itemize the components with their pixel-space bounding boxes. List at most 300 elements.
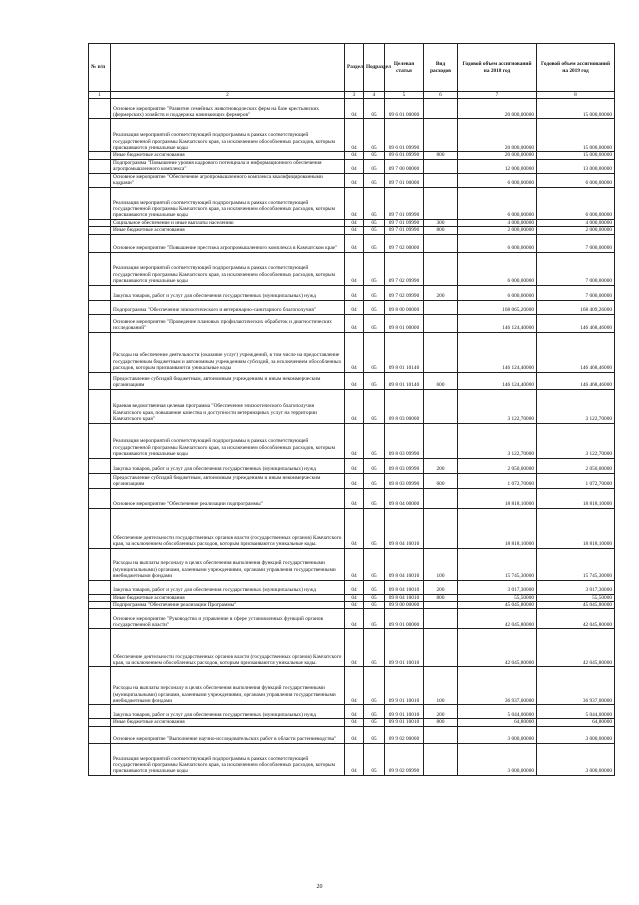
row-name-cell: Закупка товаров, работ и услуг для обеспечения государственных (муниципальных) нужд bbox=[111, 705, 345, 719]
table-row bbox=[89, 594, 615, 601]
row-podrazdel-cell: 05 bbox=[364, 252, 385, 285]
row-2019-cell: 3 017,30000 bbox=[537, 580, 615, 594]
table-row bbox=[89, 423, 615, 458]
row-vid-cell: 200 bbox=[424, 705, 458, 719]
row-vid-cell bbox=[424, 173, 458, 187]
row-razdel-cell: 04 bbox=[345, 705, 364, 719]
row-2019-cell: 146 468,46000 bbox=[537, 332, 615, 372]
row-vid-cell bbox=[424, 629, 458, 667]
row-2019-cell: 15 000,00000 bbox=[537, 119, 615, 152]
row-2019-cell: 146 468,46000 bbox=[537, 314, 615, 332]
row-podrazdel-cell: 05 bbox=[364, 488, 385, 508]
row-2019-cell: 18 818,10000 bbox=[537, 508, 615, 548]
page-number: 20 bbox=[316, 884, 323, 890]
row-vid-cell bbox=[424, 187, 458, 219]
row-2019-cell: 2 050,00000 bbox=[537, 458, 615, 473]
row-2018-cell: 6 000,00000 bbox=[458, 187, 537, 219]
row-target-cell: 09 8 04 10010 bbox=[385, 548, 424, 580]
row-name-cell: Закупка товаров, работ и услуг для обеспечения государственных (муниципальных) нужд bbox=[111, 580, 345, 594]
row-vid-cell bbox=[424, 743, 458, 775]
row-2018-cell: 12 000,00000 bbox=[458, 159, 537, 173]
row-razdel-cell: 04 bbox=[345, 187, 364, 219]
row-razdel-cell: 04 bbox=[345, 458, 364, 473]
row-2019-cell: 6 000,00000 bbox=[537, 173, 615, 187]
row-target-cell: 09 8 04 10010 bbox=[385, 594, 424, 601]
row-vid-cell: 600 bbox=[424, 372, 458, 389]
row-num-cell bbox=[89, 332, 111, 372]
table-row bbox=[89, 609, 615, 629]
col-number: 5 bbox=[385, 92, 424, 99]
row-2018-cell: 4 000,00000 bbox=[458, 219, 537, 226]
row-target-cell: 09 9 01 10010 bbox=[385, 719, 424, 726]
table-row bbox=[89, 372, 615, 389]
row-podrazdel-cell: 05 bbox=[364, 300, 385, 314]
row-num-cell bbox=[89, 187, 111, 219]
row-podrazdel-cell: 05 bbox=[364, 743, 385, 775]
table-row bbox=[89, 99, 615, 119]
row-target-cell: 09 7 00 00000 bbox=[385, 159, 424, 173]
table-body bbox=[89, 99, 615, 775]
row-razdel-cell: 04 bbox=[345, 719, 364, 726]
row-podrazdel-cell: 05 bbox=[364, 705, 385, 719]
row-2018-cell: 20 000,00000 bbox=[458, 119, 537, 152]
row-2018-cell: 2 000,00000 bbox=[458, 227, 537, 234]
col-number: 8 bbox=[537, 92, 615, 99]
row-name-cell: Основное мероприятие "Проведение плановых профилактических обработок и диагностических исследований" bbox=[111, 314, 345, 332]
row-vid-cell: 300 bbox=[424, 219, 458, 226]
table-row bbox=[89, 667, 615, 705]
row-vid-cell: 200 bbox=[424, 458, 458, 473]
row-2018-cell: 3 000,00000 bbox=[458, 743, 537, 775]
row-target-cell: 09 8 04 10010 bbox=[385, 508, 424, 548]
row-2018-cell: 64,80000 bbox=[458, 719, 537, 726]
row-vid-cell: 200 bbox=[424, 580, 458, 594]
row-num-cell bbox=[89, 300, 111, 314]
table-row bbox=[89, 159, 615, 173]
row-num-cell bbox=[89, 159, 111, 173]
row-razdel-cell: 04 bbox=[345, 173, 364, 187]
row-2019-cell: 146 468,46000 bbox=[537, 372, 615, 389]
row-podrazdel-cell: 05 bbox=[364, 372, 385, 389]
row-2018-cell: 18 818,10000 bbox=[458, 508, 537, 548]
row-num-cell bbox=[89, 508, 111, 548]
row-2019-cell: 15 000,00000 bbox=[537, 99, 615, 119]
row-razdel-cell: 04 bbox=[345, 508, 364, 548]
col-number: 6 bbox=[424, 92, 458, 99]
row-vid-cell: 200 bbox=[424, 285, 458, 300]
row-name-cell: Иные бюджетные ассигнования bbox=[111, 719, 345, 726]
row-num-cell bbox=[89, 285, 111, 300]
table-row bbox=[89, 173, 615, 187]
row-podrazdel-cell: 05 bbox=[364, 173, 385, 187]
row-target-cell: 09 7 01 09990 bbox=[385, 187, 424, 219]
row-2018-cell: 55,50000 bbox=[458, 594, 537, 601]
row-target-cell: 09 7 01 09990 bbox=[385, 219, 424, 226]
row-razdel-cell: 04 bbox=[345, 99, 364, 119]
row-num-cell bbox=[89, 719, 111, 726]
row-podrazdel-cell: 05 bbox=[364, 473, 385, 488]
header-2018: Годовой объем ассигнований на 2018 год bbox=[458, 44, 537, 92]
row-name-cell: Подпрограмма "Повышение уровня кадрового потенциала и информационного обеспечения агропромышленного комплекса" bbox=[111, 159, 345, 173]
table-row bbox=[89, 234, 615, 252]
row-name-cell: Основное мероприятие "Выполнение научно-исследовательских работ в области растениеводства" bbox=[111, 726, 345, 743]
row-target-cell: 09 6 01 09990 bbox=[385, 152, 424, 159]
row-2018-cell: 6 000,00000 bbox=[458, 173, 537, 187]
row-razdel-cell: 04 bbox=[345, 423, 364, 458]
row-podrazdel-cell: 05 bbox=[364, 314, 385, 332]
table-row bbox=[89, 705, 615, 719]
table-row bbox=[89, 580, 615, 594]
header-name bbox=[111, 44, 345, 92]
row-vid-cell bbox=[424, 300, 458, 314]
table-row bbox=[89, 152, 615, 159]
row-num-cell bbox=[89, 458, 111, 473]
row-name-cell: Подпрограмма "Обеспечение эпизоотического и ветеринарно-санитарного благополучия" bbox=[111, 300, 345, 314]
row-name-cell: Реализация мероприятий соответствующей подпрограммы в рамках соответствующей государственной программы Камчатского края, за исключением обособленных расходов, которым присваиваются уникальные коды bbox=[111, 187, 345, 219]
row-2019-cell: 4 000,00000 bbox=[537, 219, 615, 226]
row-vid-cell bbox=[424, 423, 458, 458]
row-target-cell: 09 8 03 09990 bbox=[385, 458, 424, 473]
row-target-cell: 09 7 02 09990 bbox=[385, 285, 424, 300]
row-name-cell: Основное мероприятие "Развитие семейных животноводческих ферм на базе крестьянских (фермерских) хозяйств и поддержка начинающих фермеров" bbox=[111, 99, 345, 119]
table-row bbox=[89, 252, 615, 285]
row-num-cell bbox=[89, 580, 111, 594]
row-num-cell bbox=[89, 234, 111, 252]
row-num-cell bbox=[89, 227, 111, 234]
row-name-cell: Предоставление субсидий бюджетным, автономным учреждениям и иным некоммерческим организациям bbox=[111, 372, 345, 389]
row-razdel-cell: 04 bbox=[345, 332, 364, 372]
row-2018-cell: 20 000,00000 bbox=[458, 99, 537, 119]
row-razdel-cell: 04 bbox=[345, 219, 364, 226]
row-2018-cell: 20 000,00000 bbox=[458, 152, 537, 159]
row-razdel-cell: 04 bbox=[345, 252, 364, 285]
row-2018-cell: 1 072,70000 bbox=[458, 473, 537, 488]
row-vid-cell: 800 bbox=[424, 152, 458, 159]
row-vid-cell bbox=[424, 119, 458, 152]
row-num-cell bbox=[89, 609, 111, 629]
row-num-cell bbox=[89, 314, 111, 332]
row-razdel-cell: 04 bbox=[345, 548, 364, 580]
row-2019-cell: 3 122,70000 bbox=[537, 389, 615, 423]
row-vid-cell: 800 bbox=[424, 594, 458, 601]
table-header bbox=[89, 44, 615, 99]
row-podrazdel-cell: 05 bbox=[364, 187, 385, 219]
row-name-cell: Обеспечение деятельности государственных органов власти (государственных органов) Камчатского края, за исключением обособленных расходов, которым присваиваются уникальные коды. bbox=[111, 629, 345, 667]
row-target-cell: 09 8 01 00000 bbox=[385, 314, 424, 332]
row-2018-cell: 45 045,80000 bbox=[458, 602, 537, 609]
row-num-cell bbox=[89, 473, 111, 488]
row-2019-cell: 36 937,00000 bbox=[537, 667, 615, 705]
row-razdel-cell: 04 bbox=[345, 580, 364, 594]
row-name-cell: Реализация мероприятий соответствующей подпрограммы в рамках соответствующей государственной программы Камчатского края, за исключением обособленных расходов, которым присваиваются уникальные коды bbox=[111, 743, 345, 775]
row-num-cell bbox=[89, 173, 111, 187]
row-target-cell: 09 9 01 10010 bbox=[385, 667, 424, 705]
row-podrazdel-cell: 05 bbox=[364, 580, 385, 594]
row-razdel-cell: 04 bbox=[345, 234, 364, 252]
row-podrazdel-cell: 05 bbox=[364, 219, 385, 226]
col-number: 3 bbox=[345, 92, 364, 99]
row-vid-cell: 600 bbox=[424, 473, 458, 488]
row-2018-cell: 6 000,00000 bbox=[458, 234, 537, 252]
row-razdel-cell: 04 bbox=[345, 152, 364, 159]
row-podrazdel-cell: 05 bbox=[364, 152, 385, 159]
col-number: 2 bbox=[111, 92, 345, 99]
row-2018-cell: 15 745,30000 bbox=[458, 548, 537, 580]
row-2018-cell: 168 065,20000 bbox=[458, 300, 537, 314]
row-podrazdel-cell: 05 bbox=[364, 719, 385, 726]
row-num-cell bbox=[89, 389, 111, 423]
table-row bbox=[89, 488, 615, 508]
row-2018-cell: 5 044,00000 bbox=[458, 705, 537, 719]
row-target-cell: 09 8 03 09990 bbox=[385, 473, 424, 488]
row-num-cell bbox=[89, 252, 111, 285]
row-2019-cell: 7 000,00000 bbox=[537, 234, 615, 252]
row-target-cell: 09 9 01 10010 bbox=[385, 629, 424, 667]
table-row bbox=[89, 285, 615, 300]
row-target-cell: 09 7 01 00000 bbox=[385, 173, 424, 187]
table-row bbox=[89, 629, 615, 667]
row-podrazdel-cell: 05 bbox=[364, 423, 385, 458]
row-vid-cell bbox=[424, 332, 458, 372]
row-num-cell bbox=[89, 667, 111, 705]
row-podrazdel-cell: 05 bbox=[364, 726, 385, 743]
row-num-cell bbox=[89, 594, 111, 601]
table-row bbox=[89, 743, 615, 775]
row-2018-cell: 3 017,30000 bbox=[458, 580, 537, 594]
row-num-cell bbox=[89, 219, 111, 226]
row-podrazdel-cell: 05 bbox=[364, 119, 385, 152]
row-razdel-cell: 04 bbox=[345, 389, 364, 423]
row-target-cell: 09 7 01 09990 bbox=[385, 227, 424, 234]
row-vid-cell bbox=[424, 252, 458, 285]
row-name-cell: Иные бюджетные ассигнования bbox=[111, 594, 345, 601]
row-podrazdel-cell: 05 bbox=[364, 159, 385, 173]
row-target-cell: 09 9 01 10010 bbox=[385, 705, 424, 719]
table-row bbox=[89, 726, 615, 743]
row-2019-cell: 3 000,00000 bbox=[537, 726, 615, 743]
row-2018-cell: 3 122,70000 bbox=[458, 423, 537, 458]
row-name-cell: Закупка товаров, работ и услуг для обеспечения государственных (муниципальных) нужд bbox=[111, 458, 345, 473]
table-row bbox=[89, 187, 615, 219]
row-2018-cell: 42 045,80000 bbox=[458, 609, 537, 629]
row-razdel-cell: 04 bbox=[345, 227, 364, 234]
row-target-cell: 09 6 01 09990 bbox=[385, 119, 424, 152]
row-2018-cell: 18 818,10000 bbox=[458, 488, 537, 508]
table-row bbox=[89, 300, 615, 314]
row-2018-cell: 3 122,70000 bbox=[458, 389, 537, 423]
row-podrazdel-cell: 05 bbox=[364, 227, 385, 234]
row-vid-cell bbox=[424, 234, 458, 252]
table-row bbox=[89, 227, 615, 234]
row-razdel-cell: 04 bbox=[345, 372, 364, 389]
header-vid: Вид расходов bbox=[424, 44, 458, 92]
row-razdel-cell: 04 bbox=[345, 629, 364, 667]
row-target-cell: 09 8 03 00000 bbox=[385, 389, 424, 423]
header-razdel: Раздел bbox=[345, 44, 364, 92]
row-name-cell: Иные бюджетные ассигнования bbox=[111, 227, 345, 234]
row-podrazdel-cell: 05 bbox=[364, 508, 385, 548]
column-number-row bbox=[89, 92, 615, 99]
row-2019-cell: 3 000,00000 bbox=[537, 743, 615, 775]
row-2018-cell: 146 124,40000 bbox=[458, 372, 537, 389]
row-2018-cell: 42 045,80000 bbox=[458, 629, 537, 667]
row-podrazdel-cell: 05 bbox=[364, 548, 385, 580]
row-podrazdel-cell: 05 bbox=[364, 285, 385, 300]
row-num-cell bbox=[89, 629, 111, 667]
row-2018-cell: 146 124,40000 bbox=[458, 332, 537, 372]
row-vid-cell bbox=[424, 314, 458, 332]
row-razdel-cell: 04 bbox=[345, 609, 364, 629]
row-podrazdel-cell: 05 bbox=[364, 234, 385, 252]
row-name-cell: Обеспечение деятельности государственных органов власти (государственных органов) Камчатского края, за исключением обособленных расходов, которым присваиваются уникальные коды. bbox=[111, 508, 345, 548]
row-name-cell: Подпрограмма "Обеспечение реализации Программы" bbox=[111, 602, 345, 609]
budget-table bbox=[88, 43, 615, 776]
row-num-cell bbox=[89, 372, 111, 389]
row-razdel-cell: 04 bbox=[345, 285, 364, 300]
row-name-cell: Социальное обеспечение и иные выплаты населению bbox=[111, 219, 345, 226]
row-2019-cell: 1 072,70000 bbox=[537, 473, 615, 488]
row-target-cell: 09 8 01 10140 bbox=[385, 372, 424, 389]
row-num-cell bbox=[89, 119, 111, 152]
row-num-cell bbox=[89, 726, 111, 743]
row-vid-cell bbox=[424, 609, 458, 629]
row-vid-cell bbox=[424, 602, 458, 609]
row-name-cell: Предоставление субсидий бюджетным, автономным учреждениям и иным некоммерческим организациям bbox=[111, 473, 345, 488]
row-vid-cell: 100 bbox=[424, 667, 458, 705]
row-2018-cell: 6 000,00000 bbox=[458, 252, 537, 285]
row-2019-cell: 5 044,00000 bbox=[537, 705, 615, 719]
row-name-cell: Закупка товаров, работ и услуг для обеспечения государственных (муниципальных) нужд bbox=[111, 285, 345, 300]
row-num-cell bbox=[89, 99, 111, 119]
row-target-cell: 09 9 02 09990 bbox=[385, 743, 424, 775]
row-2019-cell: 55,50000 bbox=[537, 594, 615, 601]
col-number: 7 bbox=[458, 92, 537, 99]
row-name-cell: Основное мероприятие "Руководство и управление в сфере установленных функций органов государственной власти" bbox=[111, 609, 345, 629]
row-target-cell: 09 8 04 10010 bbox=[385, 580, 424, 594]
row-podrazdel-cell: 05 bbox=[364, 609, 385, 629]
row-num-cell bbox=[89, 548, 111, 580]
row-name-cell: Основное мероприятие "Обеспечение реализации подпрограммы" bbox=[111, 488, 345, 508]
row-2019-cell: 7 000,00000 bbox=[537, 252, 615, 285]
row-target-cell: 09 9 02 00000 bbox=[385, 726, 424, 743]
row-vid-cell bbox=[424, 726, 458, 743]
row-2018-cell: 6 000,00000 bbox=[458, 285, 537, 300]
row-name-cell: Основное мероприятие "Обеспечение агропромышленного комплекса квалифицированными кадрами" bbox=[111, 173, 345, 187]
row-target-cell: 09 8 01 10140 bbox=[385, 332, 424, 372]
table-row bbox=[89, 548, 615, 580]
row-vid-cell bbox=[424, 159, 458, 173]
row-target-cell: 09 9 01 00000 bbox=[385, 609, 424, 629]
header-podrazdel: Подраздел bbox=[364, 44, 385, 92]
row-vid-cell bbox=[424, 508, 458, 548]
row-razdel-cell: 04 bbox=[345, 314, 364, 332]
row-name-cell: Реализация мероприятий соответствующей подпрограммы в рамках соответствующей государственной программы Камчатского края, за исключением обособленных расходов, которым присваиваются уникальные коды bbox=[111, 252, 345, 285]
row-2019-cell: 7 000,00000 bbox=[537, 285, 615, 300]
row-target-cell: 09 8 03 09990 bbox=[385, 423, 424, 458]
row-vid-cell bbox=[424, 99, 458, 119]
row-podrazdel-cell: 05 bbox=[364, 458, 385, 473]
row-razdel-cell: 04 bbox=[345, 667, 364, 705]
row-vid-cell bbox=[424, 389, 458, 423]
row-2018-cell: 36 937,00000 bbox=[458, 667, 537, 705]
row-2018-cell: 2 050,00000 bbox=[458, 458, 537, 473]
row-2019-cell: 2 000,00000 bbox=[537, 227, 615, 234]
row-podrazdel-cell: 05 bbox=[364, 99, 385, 119]
row-2019-cell: 15 745,30000 bbox=[537, 548, 615, 580]
row-2018-cell: 146 124,40000 bbox=[458, 314, 537, 332]
row-razdel-cell: 04 bbox=[345, 743, 364, 775]
col-number: 4 bbox=[364, 92, 385, 99]
row-2019-cell: 64,80000 bbox=[537, 719, 615, 726]
row-num-cell bbox=[89, 705, 111, 719]
row-name-cell: Иные бюджетные ассигнования bbox=[111, 152, 345, 159]
header-2019: Годовой объем ассигнований на 2019 год bbox=[537, 44, 615, 92]
row-num-cell bbox=[89, 488, 111, 508]
row-razdel-cell: 04 bbox=[345, 488, 364, 508]
row-podrazdel-cell: 05 bbox=[364, 602, 385, 609]
row-2019-cell: 42 045,80000 bbox=[537, 629, 615, 667]
header-num: № п/п bbox=[89, 44, 111, 92]
row-2018-cell: 3 000,00000 bbox=[458, 726, 537, 743]
row-podrazdel-cell: 05 bbox=[364, 594, 385, 601]
row-name-cell: Реализация мероприятий соответствующей подпрограммы в рамках соответствующей государственной программы Камчатского края, за исключением обособленных расходов, которым присваиваются уникальные коды bbox=[111, 119, 345, 152]
row-razdel-cell: 04 bbox=[345, 159, 364, 173]
row-razdel-cell: 04 bbox=[345, 473, 364, 488]
row-podrazdel-cell: 05 bbox=[364, 629, 385, 667]
row-target-cell: 09 8 00 00000 bbox=[385, 300, 424, 314]
row-num-cell bbox=[89, 423, 111, 458]
row-podrazdel-cell: 05 bbox=[364, 667, 385, 705]
table-row bbox=[89, 473, 615, 488]
row-vid-cell bbox=[424, 488, 458, 508]
row-2019-cell: 15 000,00000 bbox=[537, 152, 615, 159]
row-name-cell: Расходы на обеспечение деятельности (оказание услуг) учреждений, в том числе на предоставление государственным бюджетным и автономным учреждениям субсидий, за исключением обособленных расходов, которым присваиваются уникальные коды bbox=[111, 332, 345, 372]
table-row bbox=[89, 332, 615, 372]
row-razdel-cell: 04 bbox=[345, 602, 364, 609]
table-row bbox=[89, 508, 615, 548]
row-target-cell: 09 6 01 00000 bbox=[385, 99, 424, 119]
row-razdel-cell: 04 bbox=[345, 594, 364, 601]
row-name-cell: Расходы на выплаты персоналу в целях обеспечения выполнения функций государственными (муниципальными) органами, казенными учреждениями, органами управления государственными внебюджетными фондами bbox=[111, 667, 345, 705]
row-name-cell: Реализация мероприятий соответствующей подпрограммы в рамках соответствующей государственной программы Камчатского края, за исключением обособленных расходов, которым присваиваются уникальные коды bbox=[111, 423, 345, 458]
row-razdel-cell: 04 bbox=[345, 119, 364, 152]
col-number: 1 bbox=[89, 92, 111, 99]
table-row bbox=[89, 458, 615, 473]
header-target: Целевая статья bbox=[385, 44, 424, 92]
row-name-cell: Расходы на выплаты персоналу в целях обеспечения выполнения функций государственными (муниципальными) органами, казенными учреждениями, органами управления государственными внебюджетными фондами bbox=[111, 548, 345, 580]
table-row bbox=[89, 602, 615, 609]
row-target-cell: 09 7 02 09990 bbox=[385, 252, 424, 285]
row-2019-cell: 6 000,00000 bbox=[537, 187, 615, 219]
row-2019-cell: 42 045,80000 bbox=[537, 609, 615, 629]
table-row bbox=[89, 719, 615, 726]
row-2019-cell: 45 045,80000 bbox=[537, 602, 615, 609]
row-name-cell: Основное мероприятие "Повышение престижа агропромышленного комплекса в Камчатском крае" bbox=[111, 234, 345, 252]
row-num-cell bbox=[89, 743, 111, 775]
row-num-cell bbox=[89, 152, 111, 159]
row-2019-cell: 18 818,10000 bbox=[537, 488, 615, 508]
row-target-cell: 09 8 04 00000 bbox=[385, 488, 424, 508]
row-2019-cell: 3 122,70000 bbox=[537, 423, 615, 458]
row-num-cell bbox=[89, 602, 111, 609]
row-vid-cell: 800 bbox=[424, 227, 458, 234]
table-row bbox=[89, 119, 615, 152]
row-podrazdel-cell: 05 bbox=[364, 332, 385, 372]
table-row bbox=[89, 314, 615, 332]
row-name-cell: Краевая ведомственная целевая программа "Обеспечение эпизоотического благополучия Камчатского края, повышение качества и доступности ветеринарных услуг на территории Камчатского края" bbox=[111, 389, 345, 423]
row-target-cell: 09 7 02 00000 bbox=[385, 234, 424, 252]
row-razdel-cell: 04 bbox=[345, 300, 364, 314]
